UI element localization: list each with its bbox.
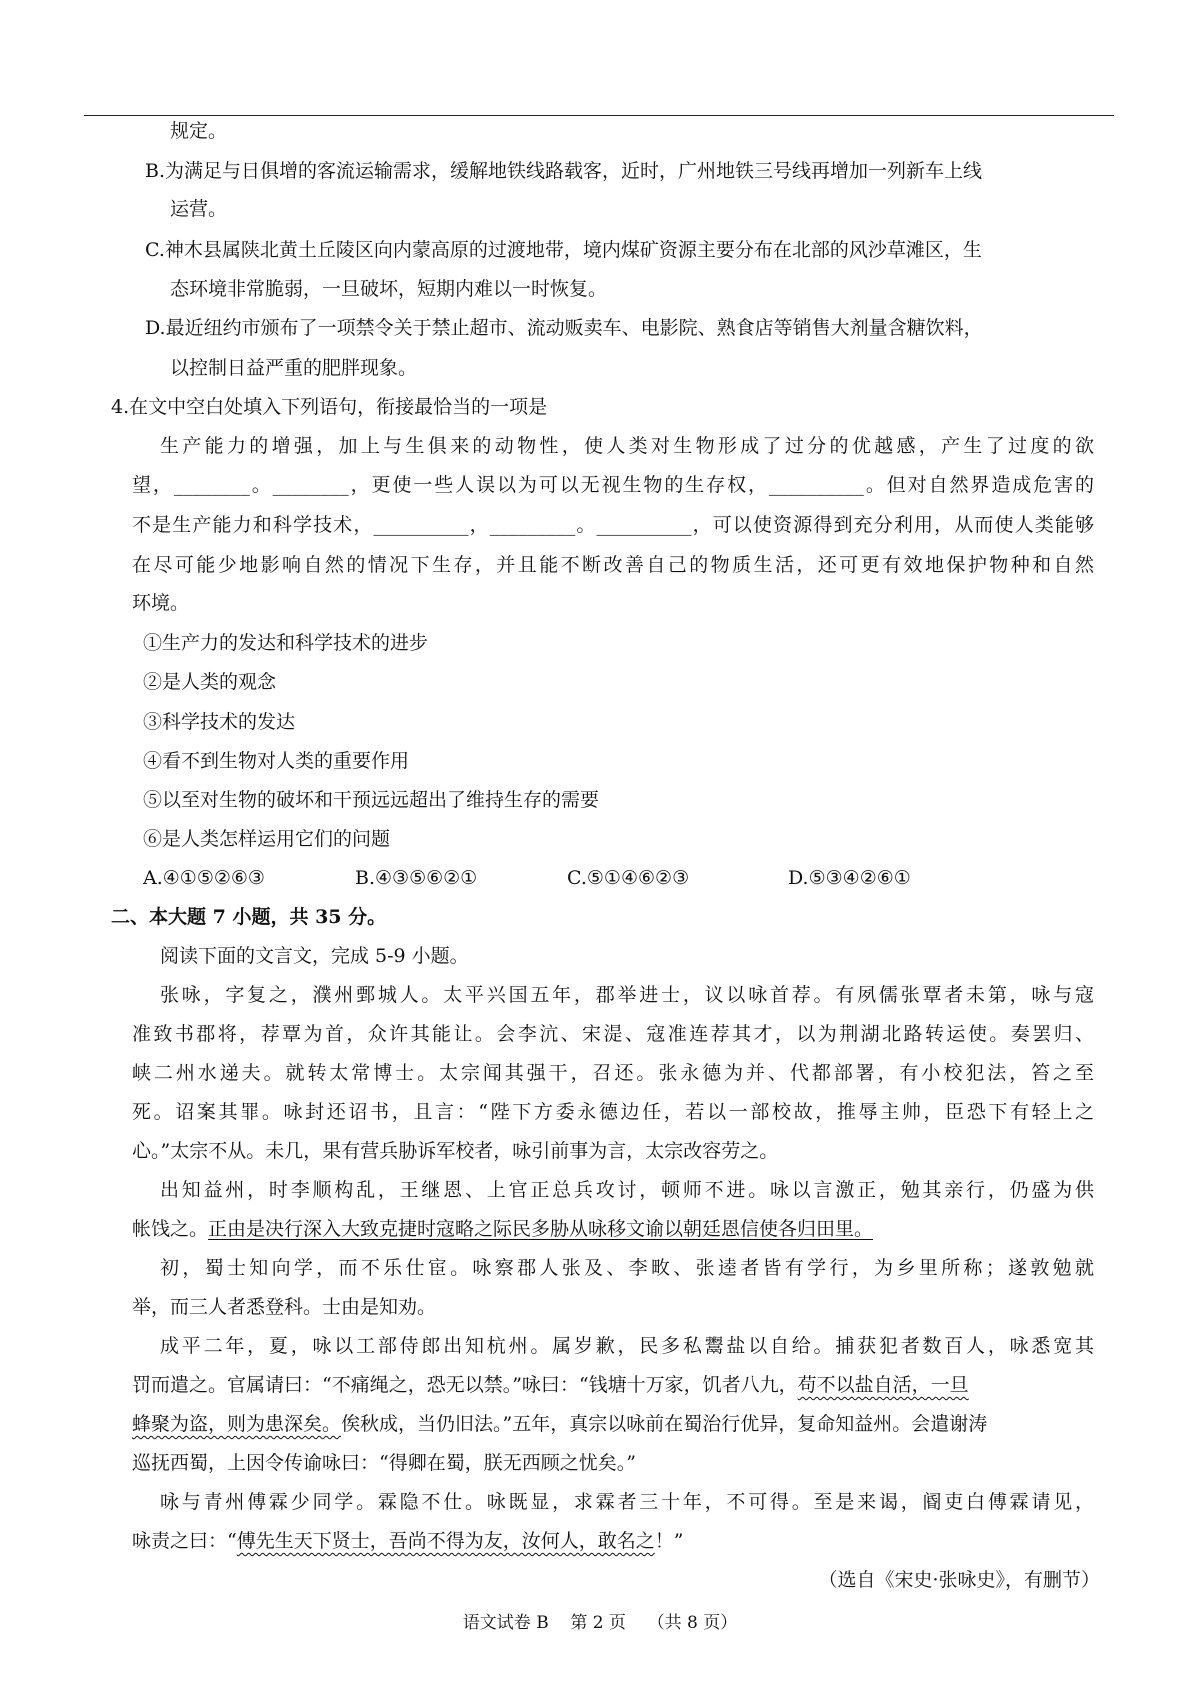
- passage-p4-line2: [132, 1372, 1094, 1398]
- page-footer: [0, 1612, 1200, 1634]
- q4-choice-d: D.⑤③④②⑥①: [788, 867, 911, 889]
- q4-item-2: ②是人类的观念: [143, 671, 277, 693]
- q4-choice-c: C.⑤①④⑥②③: [567, 867, 690, 889]
- passage-p3-line2: 举，而三人者悉登科。士由是知劝。: [132, 1296, 437, 1318]
- q3-option-b-line1: B.为满足与日俱增的客流运输需求，缓解地铁线路载客，近时，广州地铁三号线再增加一列新车上线: [145, 160, 983, 182]
- passage-p4-plain: 罚而遣之。官属请曰：“不痛绳之，恐无以禁。”咏曰：“钱塘十万家，饥者八九，: [132, 1374, 798, 1396]
- passage-p1-line2: 准致书郡将，荐覃为首，众许其能让。会李沆、宋湜、寇准连荐其才，以为荆湖北路转运使。奏罢归、: [132, 1023, 1094, 1045]
- passage-p5-plain-b: ！”: [654, 1530, 684, 1552]
- q4-choice-a: A.④①⑤②⑥③: [143, 867, 265, 889]
- q4-passage-line1: 生产能力的增强，加上与生俱来的动物性，使人类对生物形成了过分的优越感，产生了过度的欲: [160, 435, 1094, 457]
- passage-source: （选自《宋史·张咏史》，有删节）: [818, 1569, 1100, 1591]
- passage-p1-line1: 张咏，字复之，濮州鄄城人。太平兴国五年，郡举进士，议以咏首荐。有夙儒张覃者未第，咏与寇: [160, 984, 1094, 1006]
- footer-page: 第 2 页: [570, 1613, 626, 1633]
- q4-passage-line5: 环境。: [132, 592, 190, 614]
- passage-p1-line4: 死。诏案其罪。咏封还诏书，且言：“陛下方委永德边任，若以一部校故，推辱主帅，臣恐下有轻上之: [132, 1101, 1094, 1123]
- passage-p2-underlined-sentence: 正由是决行深入大致克捷时寇略之际民多胁从咏移文谕以朝廷恩信使各归田里。: [208, 1218, 874, 1240]
- passage-p5-wavy: 傅先生天下贤士，吾尚不得为友，汝何人，敢名之: [236, 1530, 655, 1552]
- passage-p5-line1: 咏与青州傅霖少同学。霖隐不仕。咏既显，求霖者三十年，不可得。至是来谒，阍吏白傅霖请见，: [160, 1491, 1094, 1513]
- q3-option-a-continuation: 规定。: [170, 120, 228, 142]
- q4-item-3: ③科学技术的发达: [143, 711, 296, 733]
- passage-p2-line2: [132, 1216, 1094, 1242]
- passage-p4-plain-b: 俟秋成，当仍旧法。”五年，真宗以咏前在蜀治行优异，复命知益州。会遣谢涛: [341, 1413, 988, 1435]
- q4-item-4: ④看不到生物对人类的重要作用: [143, 750, 410, 772]
- q4-choice-b: B.④③⑤⑥②①: [355, 867, 478, 889]
- q3-option-d-line2: 以控制日益严重的肥胖现象。: [170, 357, 418, 379]
- q3-option-c-line1: C.神木县属陕北黄土丘陵区向内蒙高原的过渡地带，境内煤矿资源主要分布在北部的风沙草滩区，生: [145, 239, 982, 261]
- q4-stem: 4.在文中空白处填入下列语句，衔接最恰当的一项是: [111, 396, 548, 418]
- passage-p1-line5: 心。”太宗不从。未几，果有营兵胁诉军校者，咏引前事为言，太宗改容劳之。: [132, 1140, 779, 1162]
- passage-p5-line2: [132, 1528, 1094, 1554]
- section2-heading: 二、本大题 7 小题，共 35 分。: [111, 906, 387, 928]
- q4-item-5: ⑤以至对生物的破坏和干预远远超出了维持生存的需要: [143, 789, 600, 811]
- passage-p4-wavy-a: 苟不以盐自活，一旦: [797, 1374, 969, 1396]
- q3-option-c-line2: 态环境非常脆弱，一旦破坏，短期内难以一时恢复。: [170, 278, 608, 300]
- passage-p2-plain: 帐饯之。: [132, 1218, 209, 1240]
- q3-option-d-line1: D.最近纽约市颁布了一项禁令关于禁止超市、流动贩卖车、电影院、熟食店等销售大剂量含糖饮料，: [145, 317, 983, 339]
- passage-p1-line3: 峡二州水递夫。就转太常博士。太宗闻其强干，召还。张永德为并、代都部署，有小校犯法，笞之至: [132, 1062, 1094, 1084]
- q3-option-b-line2: 运营。: [170, 198, 228, 220]
- footer-total: （共 8 页）: [647, 1613, 738, 1633]
- q4-item-6: ⑥是人类怎样运用它们的问题: [143, 828, 391, 850]
- passage-p2-line1: 出知益州，时李顺构乱，王继恩、上官正总兵攻讨，顿师不进。咏以言激正，勉其亲行，仍盛为供: [160, 1179, 1094, 1201]
- passage-p3-line1: 初，蜀士知向学，而不乐仕宦。咏察郡人张及、李畋、张逵者皆有学行，为乡里所称；遂敦勉就: [160, 1257, 1094, 1279]
- q4-item-1: ①生产力的发达和科学技术的进步: [143, 632, 429, 654]
- passage-p4-line3: [132, 1411, 1094, 1437]
- passage-p4-wavy-b: 蜂聚为盗，则为患深矣。: [132, 1413, 342, 1435]
- section2-intro: 阅读下面的文言文，完成 5-9 小题。: [160, 945, 469, 967]
- passage-p4-line1: 成平二年，夏，咏以工部侍郎出知杭州。属岁歉，民多私鬻盐以自给。捕获犯者数百人，咏悉宽其: [160, 1335, 1094, 1357]
- q4-passage-line3: 不是生产能力和科学技术，__________，_________。__________，可以使资源得到充分利用，从而使人类能够: [132, 514, 1094, 536]
- q4-passage-line2: 望，________。________，更使一些人误以为可以无视生物的生存权，__________。但对自然界造成危害的: [132, 474, 1094, 496]
- passage-p4-line4: 巡抚西蜀，上因令传谕咏曰：“得卿在蜀，朕无西顾之忧矣。”: [132, 1452, 636, 1474]
- q4-passage-line4: 在尽可能少地影响自然的情况下生存，并且能不断改善自己的物质生活，还可更有效地保护物种和自然: [132, 554, 1094, 576]
- footer-subject: 语文试卷 B: [462, 1613, 549, 1633]
- passage-p5-plain-a: 咏责之曰：“: [132, 1530, 237, 1552]
- header-rule: [84, 115, 1114, 116]
